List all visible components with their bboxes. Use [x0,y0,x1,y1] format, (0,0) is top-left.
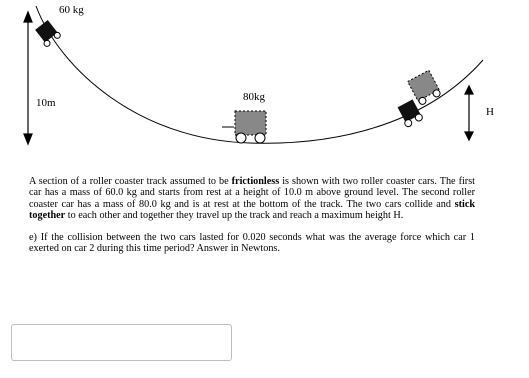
height-label: 10m [36,97,56,109]
problem-text-part: A section of a roller coaster track assumed to be [29,176,232,187]
car2-rest [222,111,266,143]
frictionless-emphasis: frictionless [231,176,280,187]
problem-text-part: to each other and together they travel up the track and reach a maximum height H. [65,209,404,221]
height-arrow [24,12,32,144]
car2-mass-label: 80kg [243,91,265,103]
final-height-label: H [486,106,494,118]
problem-text-part: is shown with two roller coaster cars. The first car has a mass of 60.0 kg and starts from rest at a height of 10.0 m above ground level. The second roller coaster car has a mass of 80.0 kg and is at rest at the bottom of the track. The two cars collide and [29,176,475,210]
question-text: e) If the collision between the two cars lasted for 0.020 seconds what was the average force which car 1 exerted on car 2 during this time period? Answer in Newtons. [29,232,475,255]
roller-coaster-diagram [0,0,529,165]
problem-statement [29,176,475,255]
diagram-drawing [0,0,529,165]
stick-together-emphasis: stick together [29,198,475,221]
car1-start [34,19,62,47]
final-height-arrow [465,86,473,140]
answer-input[interactable] [11,324,232,361]
problem-paragraph [29,176,475,221]
car1-mass-label: 60 kg [59,4,84,16]
